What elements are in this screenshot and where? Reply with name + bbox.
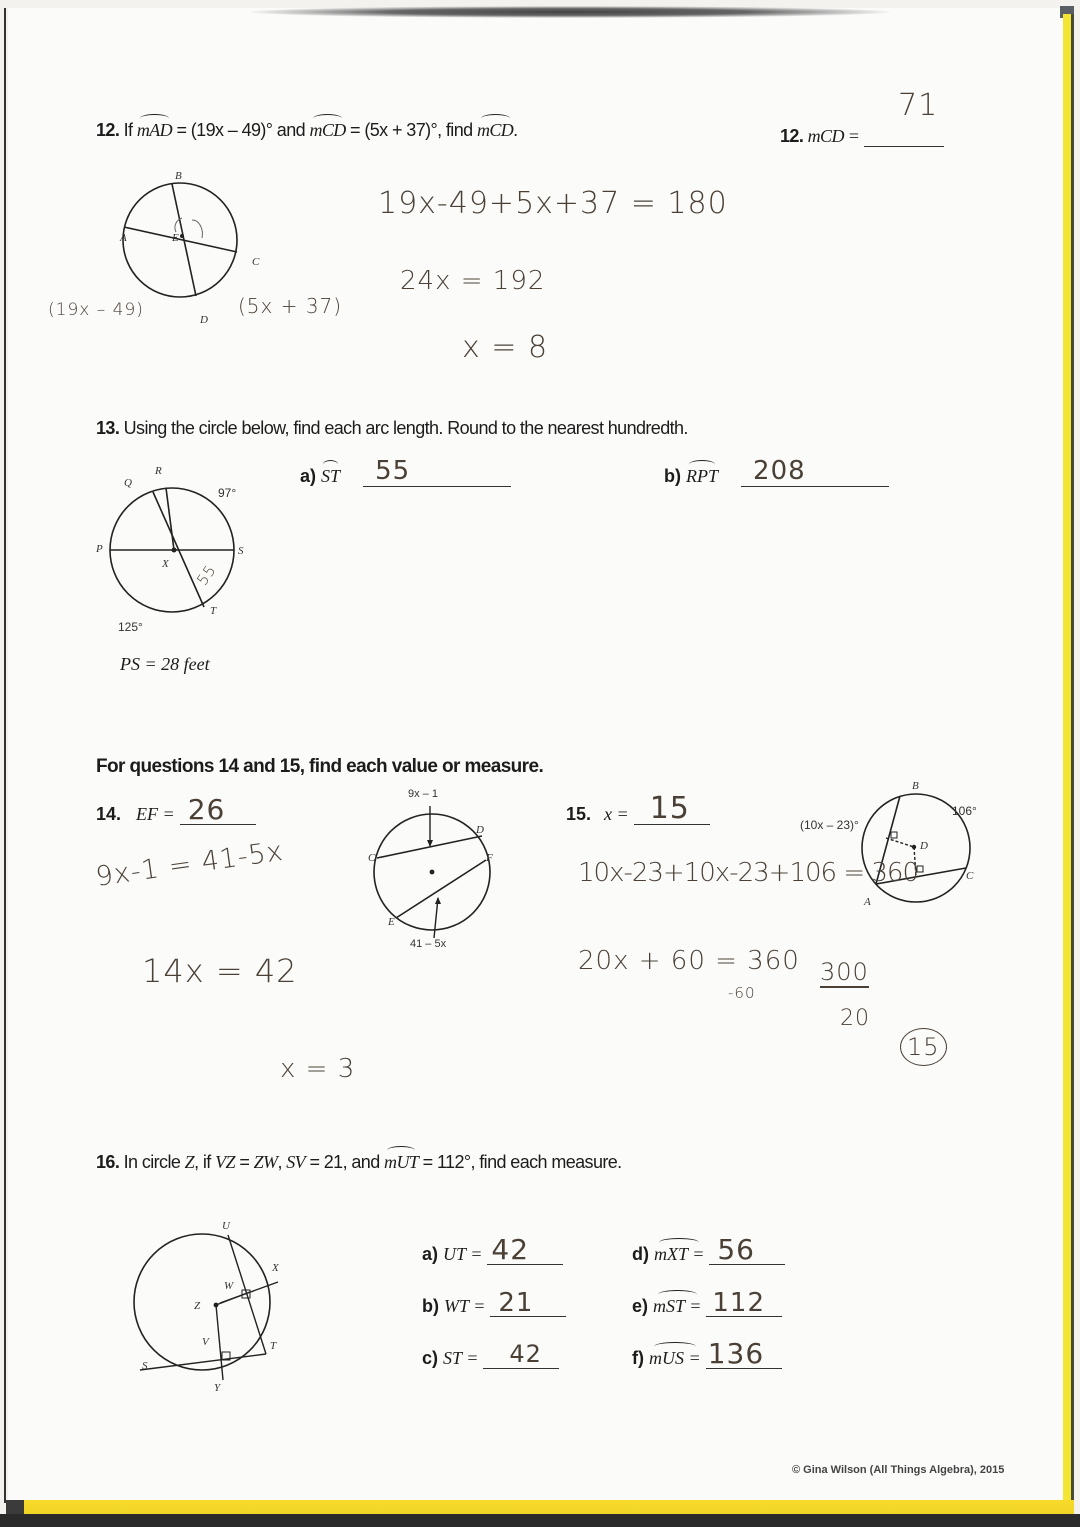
q13a-answer: 55: [375, 456, 411, 486]
bottom-yellow-border: [8, 1500, 1074, 1514]
q16-label-Y: Y: [214, 1382, 221, 1394]
q14-answer-blank[interactable]: [180, 793, 256, 826]
q14-answer: 26: [187, 793, 226, 826]
section-heading: For questions 14 and 15, find each value or measure.: [96, 756, 544, 777]
q16-label-V: V: [202, 1336, 209, 1348]
q14-label-F: F: [486, 852, 493, 864]
q16c-field: c) ST = 42: [422, 1346, 559, 1369]
q14-field: 14. EF = 26: [96, 802, 256, 825]
q14-work-line-1: 9x-1 = 41-5x: [93, 835, 286, 893]
right-dark-border: [1071, 14, 1074, 1504]
q16-circle-diagram: [130, 1230, 290, 1390]
q16e-field: e) mST = 112: [632, 1294, 782, 1317]
q16f-field: f) mUS = 136: [632, 1346, 782, 1369]
q12-work-line-3: x = 8: [462, 330, 549, 365]
q12-label-D: D: [200, 314, 208, 326]
q15-work-numerator: 300: [820, 958, 869, 986]
q12-prompt: 12. If mAD = (19x – 49)° and mCD = (5x + 37)°, find mCD.: [96, 120, 518, 140]
q16b-answer-blank[interactable]: [490, 1288, 566, 1318]
q16-label-W: W: [224, 1280, 234, 1292]
q16-prompt: 16. In circle Z, if VZ = ZW, SV = 21, and mUT = 112°, find each measure.: [96, 1152, 622, 1172]
q16e-answer-blank[interactable]: [706, 1288, 782, 1318]
q13a-answer-blank[interactable]: [363, 456, 511, 487]
q16e-answer: 112: [712, 1288, 766, 1318]
q16-label-T: T: [270, 1340, 277, 1352]
q12-work-line-2: 24x = 192: [400, 266, 546, 296]
q12-label-B: B: [175, 170, 182, 182]
q16a-answer: 42: [491, 1233, 530, 1266]
q13-label-Q: Q: [124, 477, 132, 489]
q15-label-D: D: [920, 840, 928, 852]
q12-arc-CD-note: (5x + 37): [238, 294, 343, 318]
q13-prompt: 13. Using the circle below, find each arc length. Round to the nearest hundredth.: [96, 418, 688, 438]
q14-work-line-2: 14x = 42: [142, 952, 298, 990]
bottom-dark-border: [0, 1514, 1080, 1527]
q15-label-A: A: [864, 896, 871, 908]
q12-work-line-1: 19x-49+5x+37 = 180: [378, 186, 728, 221]
q14-dist-top: 9x – 1: [408, 788, 438, 800]
copyright-footer: © Gina Wilson (All Things Algebra), 2015: [792, 1464, 1005, 1476]
page-left-edge: [4, 8, 6, 1503]
q13-given: PS = 28 feet: [120, 654, 210, 674]
q13-arc-97: 97°: [218, 486, 237, 500]
q13-label-P: P: [96, 543, 103, 555]
q15-work-result: 15: [900, 1028, 947, 1066]
q16f-answer: 136: [707, 1337, 765, 1370]
q14-dist-bottom: 41 – 5x: [410, 938, 447, 950]
q12-label-A: A: [120, 232, 127, 244]
top-shadow: [250, 6, 890, 18]
q15-arc-106: 106°: [952, 804, 977, 818]
q15-answer: 15: [649, 791, 690, 826]
q15-work-minus: -60: [728, 984, 756, 1002]
q12-arc-AD-note: (19x – 49): [48, 300, 144, 320]
q12-answer: 71: [898, 88, 939, 123]
q15-work-line-1: 10x-23+10x-23+106 = 360: [578, 858, 919, 888]
q16b-answer: 21: [498, 1288, 534, 1318]
q13b-answer: 208: [753, 456, 806, 486]
q12-label-E: E: [172, 232, 179, 244]
q16d-field: d) mXT = 56: [632, 1242, 785, 1265]
q13b-field: b) RPT 208: [664, 464, 889, 487]
q13-angle-note: 55: [193, 561, 220, 589]
q16c-answer-blank[interactable]: [483, 1340, 559, 1369]
q13a-field: a) ST 55: [300, 464, 511, 487]
q15-label-B: B: [912, 780, 919, 792]
q16d-answer-blank[interactable]: [709, 1233, 785, 1266]
q13-label-R: R: [155, 465, 162, 477]
q13-label-T: T: [210, 605, 217, 617]
q12-number: 12.: [96, 120, 120, 140]
q12-label-C: C: [252, 256, 260, 268]
q13-arc-125: 125°: [118, 620, 143, 634]
q15-answer-blank[interactable]: [634, 791, 710, 826]
q15-work-denominator: 20: [840, 1006, 870, 1031]
q14-label-C: C: [368, 852, 376, 864]
q14-label-E: E: [388, 916, 395, 928]
q16d-answer: 56: [717, 1233, 755, 1266]
q12-answer-field: 12. mCD =: [780, 124, 944, 147]
q16b-field: b) WT = 21: [422, 1294, 566, 1317]
q16-label-U: U: [222, 1220, 230, 1232]
q16-label-S: S: [142, 1360, 148, 1372]
q14-work-line-3: x = 3: [280, 1054, 356, 1084]
q15-arc-expr: (10x – 23)°: [800, 818, 859, 832]
q16-label-X: X: [272, 1262, 279, 1274]
bottom-corner: [6, 1500, 24, 1514]
q16f-answer-blank[interactable]: [706, 1337, 782, 1370]
q15-work-line-2: 20x + 60 = 360: [578, 946, 800, 976]
q13b-answer-blank[interactable]: [741, 456, 889, 487]
right-yellow-border: [1063, 14, 1071, 1504]
q16c-answer: 42: [509, 1340, 542, 1368]
q13-circle-diagram: [100, 480, 260, 630]
q15-label-C: C: [966, 870, 974, 882]
q12-answer-blank[interactable]: [864, 124, 944, 147]
q16a-field: a) UT = 42: [422, 1242, 563, 1265]
q15-field: 15. x = 15: [566, 802, 710, 825]
q16a-answer-blank[interactable]: [487, 1233, 563, 1266]
q16-label-Z: Z: [194, 1300, 201, 1312]
q13-label-X: X: [162, 558, 169, 570]
q14-label-D: D: [476, 824, 484, 836]
q13-label-S: S: [238, 545, 244, 557]
